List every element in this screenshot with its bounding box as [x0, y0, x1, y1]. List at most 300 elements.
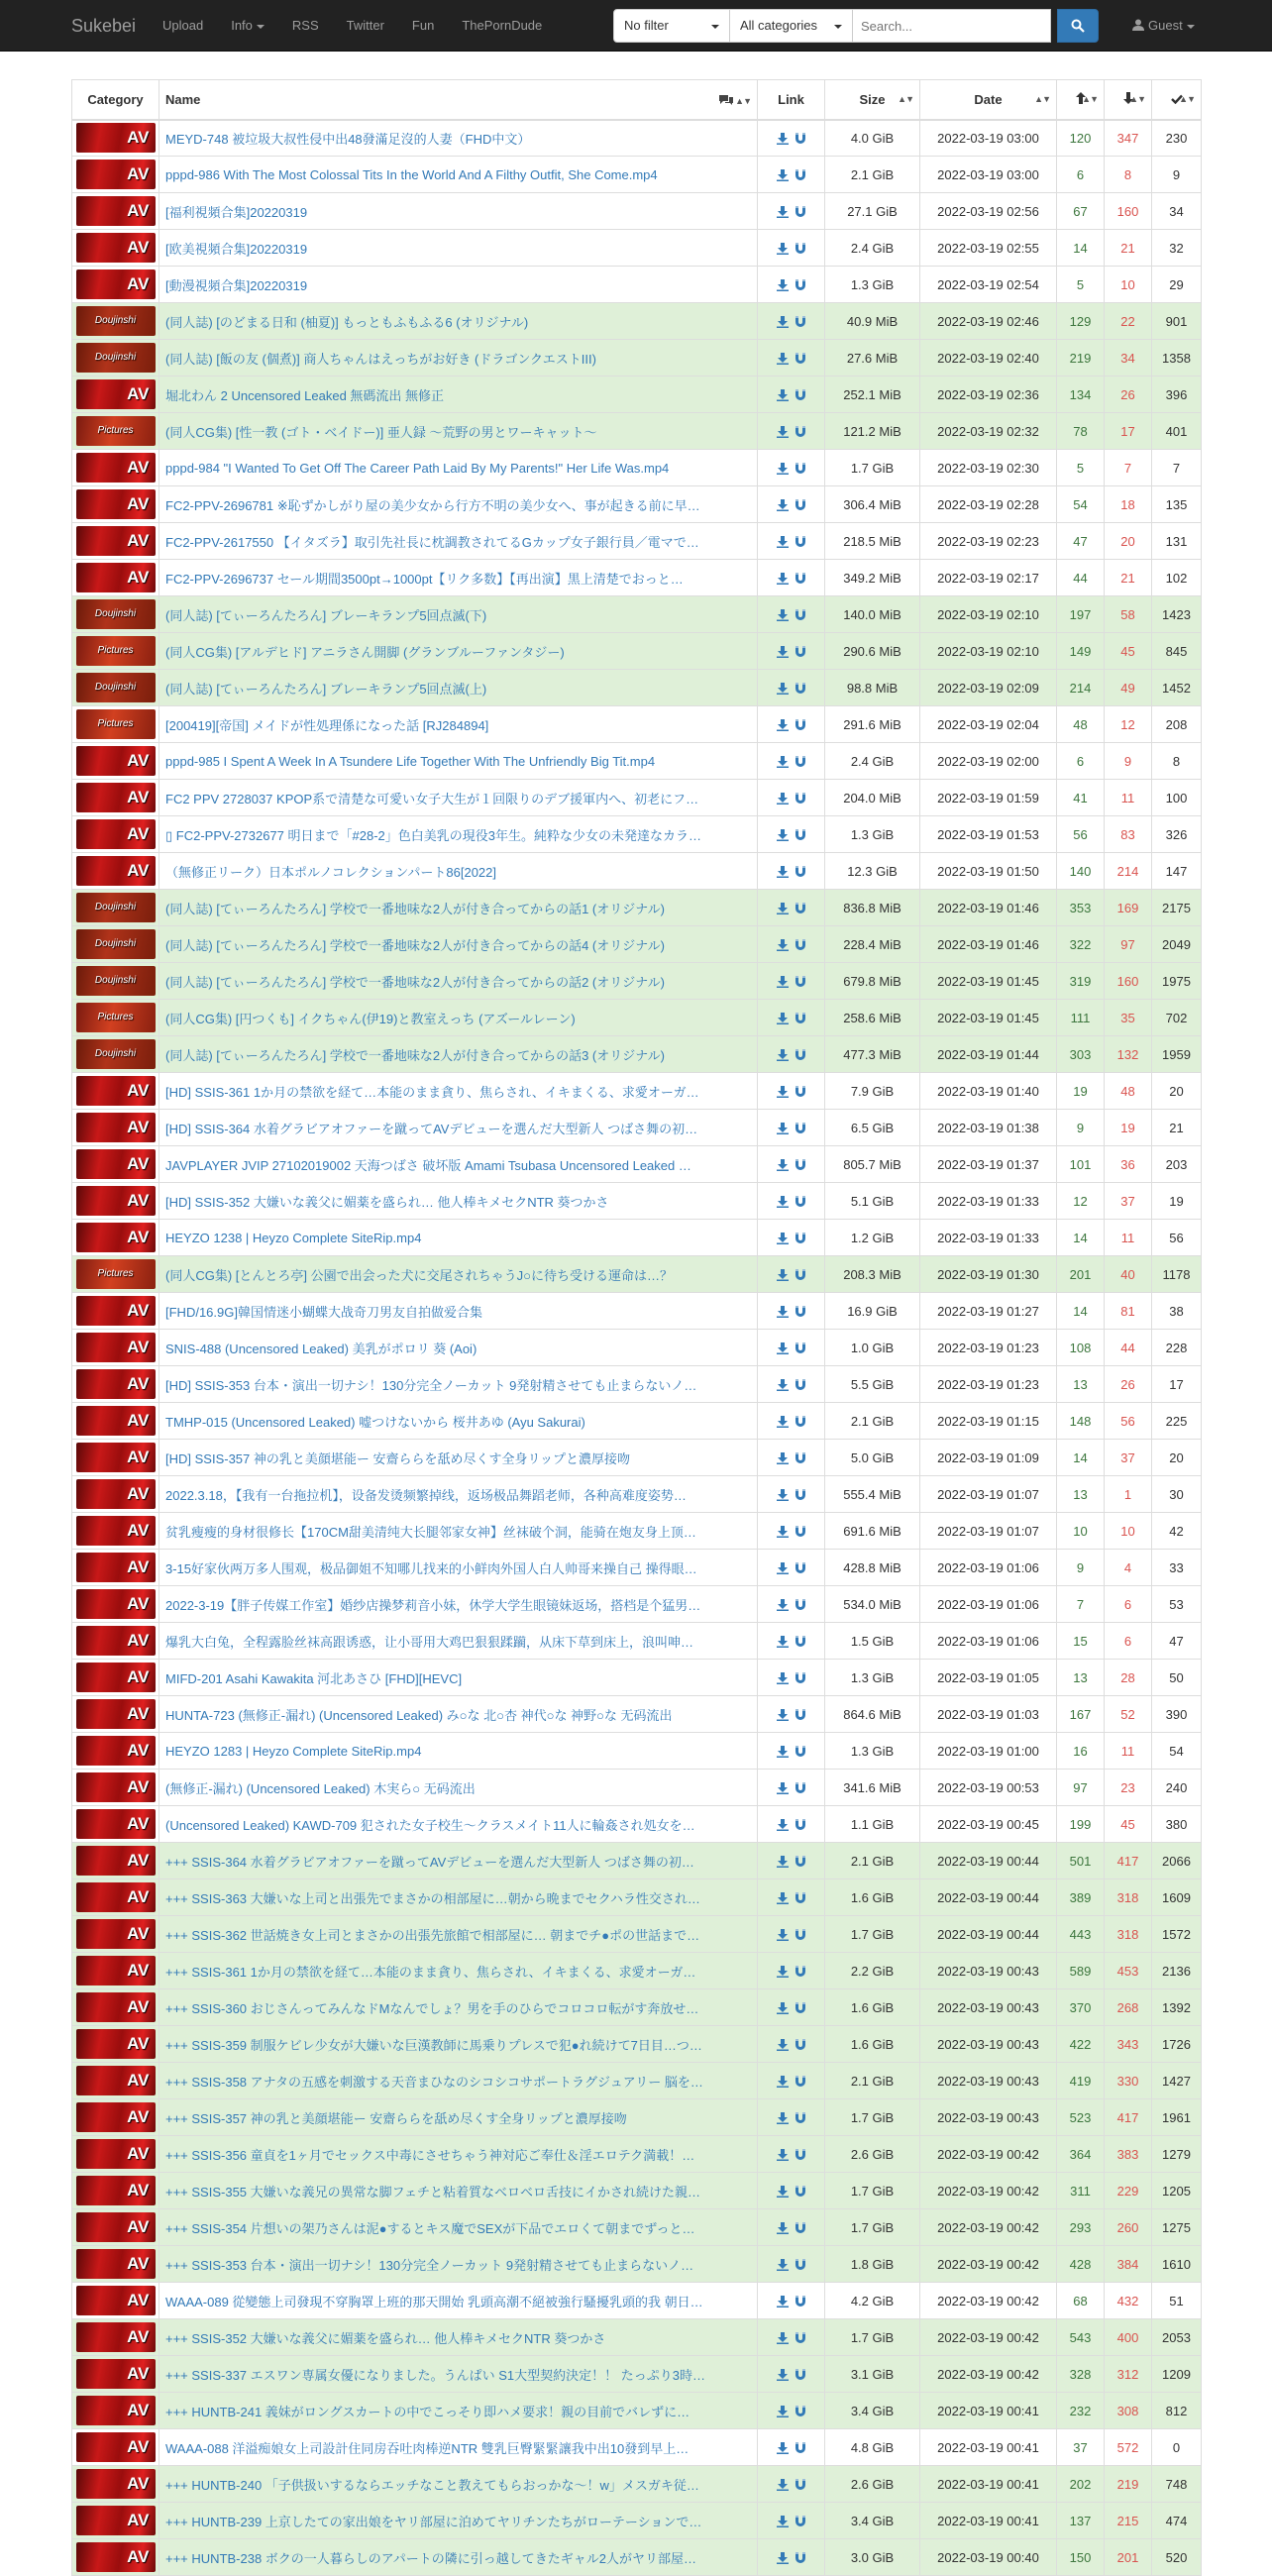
- category-badge-av[interactable]: [76, 1479, 156, 1509]
- download-link[interactable]: [774, 2110, 792, 2125]
- category-badge-av[interactable]: [76, 526, 156, 556]
- magnet-link[interactable]: [792, 1304, 809, 1319]
- download-link[interactable]: [774, 1231, 792, 1245]
- magnet-link[interactable]: [792, 2367, 809, 2382]
- cell-size: 2.6 GiB: [825, 2466, 920, 2503]
- torrent-link[interactable]: +++ SSIS-364 水着グラビアオファーを蹴ってAVデビューを選んだ大型新人 つばさ舞の初…: [165, 1854, 694, 1870]
- download-link[interactable]: [774, 167, 792, 182]
- torrent-link[interactable]: +++ SSIS-358 アナタの五感を刺激する天音まひなのシコシコサポートラグジュアリー 脳を…: [165, 2074, 703, 2090]
- download-link[interactable]: [774, 1047, 792, 1062]
- category-badge-av[interactable]: [76, 2506, 156, 2535]
- download-link[interactable]: [774, 461, 792, 476]
- download-link[interactable]: [774, 1304, 792, 1319]
- category-badge-av[interactable]: [76, 2432, 156, 2462]
- download-link[interactable]: [774, 497, 792, 512]
- torrent-link[interactable]: (同人CG集) [とんとろ亭] 公園で出会った犬に交尾されちゃうJ○に待ち受ける運命は…？: [165, 1267, 673, 1283]
- torrent-link[interactable]: [HD] SSIS-352 大嫌いな義父に媚薬を盛られ… 他人棒キメセクNTR 葵つかさ: [165, 1194, 609, 1210]
- category-badge-doujinshi[interactable]: [76, 893, 156, 922]
- magnet-link[interactable]: [792, 974, 809, 989]
- magnet-link[interactable]: [792, 424, 809, 439]
- header-size[interactable]: [825, 80, 920, 120]
- magnet-link[interactable]: [792, 1927, 809, 1942]
- torrent-link[interactable]: (同人誌) [のどまる日和 (柚夏)] もっともふもふる6 (オリジナル): [165, 314, 529, 330]
- download-link[interactable]: [774, 2440, 792, 2455]
- magnet-link[interactable]: [792, 2037, 809, 2052]
- download-link[interactable]: [774, 1817, 792, 1832]
- download-link[interactable]: [774, 1927, 792, 1942]
- sort-comments[interactable]: ▲▼: [718, 94, 751, 106]
- magnet-link[interactable]: [792, 1890, 809, 1905]
- header-leechers[interactable]: [1105, 80, 1152, 120]
- cell-leechers: 11: [1105, 780, 1152, 816]
- magnet-link[interactable]: [792, 1854, 809, 1869]
- magnet-link[interactable]: [792, 277, 809, 292]
- magnet-link[interactable]: [792, 2404, 809, 2418]
- torrent-link[interactable]: 贫乳瘦瘦的身材很修长【170CM甜美清纯大长腿邻家女神】丝袜破个洞，能骑在炮友身上顶…: [165, 1524, 696, 1540]
- torrent-link[interactable]: [動漫視頻合集]20220319: [165, 277, 308, 293]
- magnet-link[interactable]: [792, 1634, 809, 1649]
- magnet-link[interactable]: [792, 1670, 809, 1685]
- torrent-link[interactable]: +++ SSIS-356 童貞を1ヶ月でセックス中毒にさせちゃう神対応ご奉仕＆淫エロテク満載！…: [165, 2147, 695, 2163]
- magnet-link[interactable]: [792, 314, 809, 329]
- category-badge-pictures[interactable]: [76, 636, 156, 666]
- category-badge-av[interactable]: [76, 2029, 156, 2059]
- header-completed[interactable]: [1152, 80, 1202, 120]
- category-badge-av[interactable]: [76, 1186, 156, 1216]
- torrent-link[interactable]: (同人CG集) [円つくも] イクちゃん(伊19)と教室えっち (アズールレーン): [165, 1011, 576, 1026]
- magnet-link[interactable]: [792, 644, 809, 659]
- cell-seeders: 422: [1057, 2026, 1105, 2063]
- torrent-link[interactable]: FC2-PPV-2696737 セール期間3500pt→1000pt【リク多数】【再出演】黒上清楚でおっと…: [165, 571, 684, 587]
- magnet-link[interactable]: [792, 2184, 809, 2199]
- magnet-link[interactable]: [792, 2220, 809, 2235]
- magnet-link[interactable]: [792, 864, 809, 879]
- torrent-link[interactable]: (同人誌) [てぃーろんたろん] ブレーキランプ5回点滅(上): [165, 681, 487, 697]
- category-badge-doujinshi[interactable]: [76, 343, 156, 373]
- torrent-link[interactable]: FC2-PPV-2696781 ※恥ずかしがり屋の美少女から行方不明の美少女へ、事が起きる前に早…: [165, 497, 700, 513]
- cell-date: 2022-03-19 00:43: [920, 2063, 1057, 2099]
- download-link[interactable]: [774, 2404, 792, 2418]
- magnet-link[interactable]: [792, 1560, 809, 1575]
- download-link[interactable]: [774, 1744, 792, 1759]
- filter-select[interactable]: [613, 9, 730, 43]
- torrent-link[interactable]: +++ SSIS-362 世話焼き女上司とまさかの出張先旅館で相部屋に… 朝までチ●ポの世話まで…: [165, 1927, 700, 1943]
- download-link[interactable]: [774, 2330, 792, 2345]
- header-seeders[interactable]: [1057, 80, 1105, 120]
- category-badge-av[interactable]: [76, 489, 156, 519]
- magnet-link[interactable]: [792, 387, 809, 402]
- download-link[interactable]: [774, 1084, 792, 1099]
- magnet-link[interactable]: [792, 607, 809, 622]
- brand-logo[interactable]: Sukebei: [71, 16, 137, 36]
- torrent-link[interactable]: HEYZO 1238 | Heyzo Complete SiteRip.mp4: [165, 1230, 422, 1245]
- magnet-link[interactable]: [792, 791, 809, 805]
- search-input[interactable]: [853, 9, 1051, 43]
- torrent-link[interactable]: [FHD/16.9G]韓国情迷小蝴蝶大战奇刀男友自拍做爱合集: [165, 1304, 482, 1320]
- download-link[interactable]: [774, 901, 792, 915]
- nav-theporndude[interactable]: ThePornDude: [462, 18, 543, 33]
- category-badge-doujinshi[interactable]: [76, 1039, 156, 1069]
- magnet-link[interactable]: [792, 1450, 809, 1465]
- torrent-link[interactable]: (無修正-漏れ) (Uncensored Leaked) 木実ら○ 无码流出: [165, 1780, 476, 1796]
- magnet-link[interactable]: [792, 241, 809, 256]
- download-link[interactable]: [774, 644, 792, 659]
- torrent-link[interactable]: MEYD-748 被垃圾大叔性侵中出48發滿足沒的人妻（FHD中文）: [165, 131, 531, 147]
- magnet-link[interactable]: [792, 2110, 809, 2125]
- download-link[interactable]: [774, 2550, 792, 2565]
- torrent-link[interactable]: +++ HUNTB-241 義妹がロングスカートの中でこっそり即ハメ要求！親の目前でバレずに…: [165, 2404, 690, 2419]
- torrent-link[interactable]: +++ SSIS-360 おじさんってみんなドMなんでしょ？男を手のひらでコロコロ転がす奔放せ…: [165, 2000, 699, 2016]
- category-badge-av[interactable]: [76, 1699, 156, 1729]
- torrent-link[interactable]: +++ SSIS-337 エスワン専属女優になりました。うんぱい S1大型契約決定！！ たっぷり3時…: [165, 2367, 705, 2383]
- magnet-link[interactable]: [792, 901, 809, 915]
- download-link[interactable]: [774, 864, 792, 879]
- magnet-link[interactable]: [792, 167, 809, 182]
- torrent-link[interactable]: [HD] SSIS-357 神の乳と美顔堪能ー 安齋ららを舐め尽くす全身リップと濃厚接吻: [165, 1450, 630, 1466]
- cell-leechers: 40: [1105, 1256, 1152, 1293]
- category-badge-av[interactable]: [76, 1149, 156, 1179]
- download-link[interactable]: [774, 2477, 792, 2492]
- category-badge-av[interactable]: [76, 123, 156, 153]
- category-badge-av[interactable]: [76, 233, 156, 263]
- torrent-link[interactable]: 3-15好家伙两万多人围观，极品御姐不知哪儿找来的小鲜肉外国人白人帅哥来操自己 操得眼…: [165, 1560, 697, 1576]
- download-link[interactable]: [774, 1267, 792, 1282]
- torrent-link[interactable]: (同人誌) [てぃーろんたろん] 学校で一番地味な2人が付き合ってからの話3 (オリジナル): [165, 1047, 665, 1063]
- magnet-link[interactable]: [792, 2477, 809, 2492]
- magnet-link[interactable]: [792, 497, 809, 512]
- category-badge-av[interactable]: [76, 160, 156, 189]
- search-button[interactable]: [1057, 9, 1099, 43]
- magnet-link[interactable]: [792, 1414, 809, 1429]
- download-link[interactable]: [774, 717, 792, 732]
- magnet-link[interactable]: [792, 2000, 809, 2015]
- torrent-link[interactable]: (同人誌) [飯の友 (個煮)] 商人ちゃんはえっちがお好き (ドラゴンクエストIII): [165, 351, 596, 367]
- magnet-link[interactable]: [792, 1817, 809, 1832]
- download-link[interactable]: [774, 424, 792, 439]
- magnet-link[interactable]: [792, 1744, 809, 1759]
- category-badge-doujinshi[interactable]: [76, 929, 156, 959]
- category-badge-av[interactable]: [76, 856, 156, 886]
- torrent-link[interactable]: +++ SSIS-361 1か月の禁欲を経て…本能のまま貪り、焦らされ、イキまくる、求愛オーガ…: [165, 1964, 696, 1980]
- category-badge-av[interactable]: [76, 2249, 156, 2279]
- category-badge-av[interactable]: [76, 2212, 156, 2242]
- torrent-link[interactable]: HEYZO 1283 | Heyzo Complete SiteRip.mp4: [165, 1743, 422, 1759]
- download-link[interactable]: [774, 1670, 792, 1685]
- category-select[interactable]: [730, 9, 853, 43]
- torrent-link[interactable]: ▯ FC2-PPV-2732677 明日まで「#28-2」色白美乳の現役3年生。純粋な少女の未発達なカラ…: [165, 827, 701, 843]
- torrent-link[interactable]: （無修正リーク）日本ポルノコレクションパート86[2022]: [165, 864, 497, 880]
- magnet-link[interactable]: [792, 1524, 809, 1539]
- category-badge-av[interactable]: [76, 1516, 156, 1546]
- download-link[interactable]: [774, 1414, 792, 1429]
- download-link[interactable]: [774, 937, 792, 952]
- torrent-link[interactable]: +++ SSIS-354 片想いの架乃さんは泥●するとキス魔でSEXが下品でエロくて朝までずっと…: [165, 2220, 695, 2236]
- magnet-link[interactable]: [792, 1707, 809, 1722]
- download-link[interactable]: [774, 827, 792, 842]
- torrent-link[interactable]: +++ SSIS-353 台本・演出一切ナシ！130分完全ノーカット 9発射精させても止まらないノ…: [165, 2257, 694, 2273]
- category-badge-av[interactable]: [76, 2396, 156, 2425]
- category-badge-av[interactable]: [76, 2359, 156, 2389]
- magnet-link[interactable]: [792, 1084, 809, 1099]
- magnet-link[interactable]: [792, 351, 809, 366]
- download-link[interactable]: [774, 607, 792, 622]
- magnet-link[interactable]: [792, 681, 809, 696]
- download-link[interactable]: [774, 1780, 792, 1795]
- magnet-link[interactable]: [792, 1377, 809, 1392]
- download-link[interactable]: [774, 2514, 792, 2528]
- download-link[interactable]: [774, 351, 792, 366]
- torrent-link[interactable]: (同人CG集) [性一教 (ゴト・ベイドー)] 亜人録 ～荒野の男とワーキャット～: [165, 424, 597, 440]
- download-link[interactable]: [774, 1560, 792, 1575]
- category-badge-av[interactable]: [76, 1882, 156, 1912]
- download-link[interactable]: [774, 2220, 792, 2235]
- category-badge-av[interactable]: [76, 2102, 156, 2132]
- download-link[interactable]: [774, 2294, 792, 2308]
- nav-info-dropdown[interactable]: [217, 0, 278, 52]
- download-link[interactable]: [774, 754, 792, 769]
- category-badge-av[interactable]: [76, 783, 156, 812]
- category-badge-av[interactable]: [76, 1113, 156, 1142]
- category-badge-av[interactable]: [76, 196, 156, 226]
- download-link[interactable]: [774, 1450, 792, 1465]
- category-badge-av[interactable]: [76, 1296, 156, 1326]
- magnet-link[interactable]: [792, 1780, 809, 1795]
- torrent-link[interactable]: +++ HUNTB-240 「子供扱いするならエッチなこと教えてもらおっかな～！w」メスガキ従…: [165, 2477, 699, 2493]
- magnet-link[interactable]: [792, 2514, 809, 2528]
- download-link[interactable]: [774, 1524, 792, 1539]
- category-badge-av[interactable]: [76, 1406, 156, 1436]
- torrent-link[interactable]: [欧美視頻合集]20220319: [165, 241, 308, 257]
- torrent-link[interactable]: +++ SSIS-355 大嫌いな義兄の異常な脚フェチと粘着質なベロベロ舌技にイかされ続けた親…: [165, 2184, 700, 2200]
- magnet-link[interactable]: [792, 2550, 809, 2565]
- download-link[interactable]: [774, 241, 792, 256]
- torrent-link[interactable]: +++ HUNTB-239 上京したての家出娘をヤリ部屋に泊めてヤリチンたちがローテーションで…: [165, 2514, 702, 2529]
- download-link[interactable]: [774, 2257, 792, 2272]
- torrent-link[interactable]: +++ SSIS-357 神の乳と美顔堪能ー 安齋ららを舐め尽くす全身リップと濃厚接吻: [165, 2110, 627, 2126]
- download-link[interactable]: [774, 387, 792, 402]
- download-link[interactable]: [774, 534, 792, 549]
- category-badge-av[interactable]: [76, 1333, 156, 1362]
- category-badge-av[interactable]: [76, 1369, 156, 1399]
- magnet-link[interactable]: [792, 2074, 809, 2089]
- magnet-link[interactable]: [792, 204, 809, 219]
- torrent-link[interactable]: [HD] SSIS-361 1か月の禁欲を経て…本能のまま貪り、焦らされ、イキまくる、求愛オーガ…: [165, 1084, 699, 1100]
- magnet-link[interactable]: [792, 1964, 809, 1979]
- category-badge-av[interactable]: [76, 2286, 156, 2315]
- header-name[interactable]: [159, 80, 758, 120]
- torrent-link[interactable]: +++ SSIS-363 大嫌いな上司と出張先でまさかの相部屋に…朝から晩までセクハラ性交され…: [165, 1890, 700, 1906]
- magnet-link[interactable]: [792, 1487, 809, 1502]
- nav-rss[interactable]: RSS: [291, 18, 319, 33]
- magnet-link[interactable]: [792, 1157, 809, 1172]
- category-badge-av[interactable]: [76, 1663, 156, 1692]
- torrent-link[interactable]: 爆乳大白兔，全程露脸丝袜高跟诱惑，让小哥用大鸡巴狠狠蹂躏，从床下草到床上，浪叫呻…: [165, 1634, 694, 1650]
- magnet-link[interactable]: [792, 717, 809, 732]
- torrent-link[interactable]: (Uncensored Leaked) KAWD-709 犯された女子校生～クラスメイト11人に輪姦され処女を…: [165, 1817, 695, 1833]
- category-badge-doujinshi[interactable]: [76, 306, 156, 336]
- magnet-link[interactable]: [792, 827, 809, 842]
- torrent-link[interactable]: MIFD-201 Asahi Kawakita 河北あさひ [FHD][HEVC]: [165, 1670, 463, 1686]
- download-link[interactable]: [774, 681, 792, 696]
- torrent-link[interactable]: [HD] SSIS-364 水着グラビアオファーを蹴ってAVデビューを選んだ大型新人 つばさ舞の初…: [165, 1121, 698, 1136]
- category-badge-av[interactable]: [76, 1846, 156, 1876]
- download-link[interactable]: [774, 314, 792, 329]
- torrent-link[interactable]: (同人誌) [てぃーろんたろん] 学校で一番地味な2人が付き合ってからの話1 (オリジナル): [165, 901, 665, 916]
- torrent-link[interactable]: (同人誌) [てぃーろんたろん] 学校で一番地味な2人が付き合ってからの話2 (オリジナル): [165, 974, 665, 990]
- magnet-link[interactable]: [792, 2147, 809, 2162]
- category-badge-av[interactable]: [76, 269, 156, 299]
- download-link[interactable]: [774, 1121, 792, 1135]
- torrent-link[interactable]: FC2-PPV-2617550 【イタズラ】取引先社長に枕調教されてるGカップ女子銀行員／電マで…: [165, 534, 699, 550]
- torrent-link[interactable]: (同人誌) [てぃーろんたろん] ブレーキランプ5回点滅(下): [165, 607, 487, 623]
- header-category[interactable]: Category: [72, 80, 159, 120]
- magnet-link[interactable]: [792, 1267, 809, 1282]
- download-link[interactable]: [774, 2184, 792, 2199]
- magnet-link[interactable]: [792, 2294, 809, 2308]
- magnet-link[interactable]: [792, 937, 809, 952]
- torrent-link[interactable]: [HD] SSIS-353 台本・演出一切ナシ！130分完全ノーカット 9発射精させても止まらないノ…: [165, 1377, 697, 1393]
- category-badge-doujinshi[interactable]: [76, 599, 156, 629]
- header-date[interactable]: [920, 80, 1057, 120]
- category-badge-av[interactable]: [76, 1736, 156, 1766]
- torrent-link[interactable]: SNIS-488 (Uncensored Leaked) 美乳がポロリ 葵 (Aoi): [165, 1341, 477, 1356]
- torrent-link[interactable]: pppd-984 "I Wanted To Get Off The Career Path Laid By My Parents!" Her Life Was.mp4: [165, 460, 670, 476]
- category-badge-av[interactable]: [76, 1589, 156, 1619]
- category-badge-av[interactable]: [76, 1076, 156, 1106]
- category-badge-av[interactable]: [76, 1223, 156, 1252]
- magnet-link[interactable]: [792, 534, 809, 549]
- torrent-link[interactable]: +++ SSIS-359 制服ケビレ少女が大嫌いな巨漢教師に馬乗りプレスで犯●れ続けて7日目…つ…: [165, 2037, 702, 2053]
- cell-size: 349.2 MiB: [825, 560, 920, 596]
- category-badge-av[interactable]: [76, 453, 156, 483]
- download-link[interactable]: [774, 1597, 792, 1612]
- torrent-link[interactable]: WAAA-089 從變態上司發現不穿胸罩上班的那天開始 乳頭高潮不絕被強行騷擾乳頭的我 朝日…: [165, 2294, 703, 2309]
- download-link[interactable]: [774, 1854, 792, 1869]
- cell-size: 836.8 MiB: [825, 890, 920, 926]
- download-link[interactable]: [774, 1157, 792, 1172]
- download-link[interactable]: [774, 1634, 792, 1649]
- category-badge-av[interactable]: [76, 1992, 156, 2022]
- magnet-link[interactable]: [792, 1047, 809, 1062]
- cell-name: [159, 926, 758, 963]
- download-link[interactable]: [774, 1194, 792, 1209]
- category-badge-pictures[interactable]: [76, 709, 156, 739]
- category-badge-pictures[interactable]: [76, 416, 156, 446]
- category-badge-av[interactable]: [76, 1809, 156, 1839]
- download-link[interactable]: [774, 974, 792, 989]
- download-link[interactable]: [774, 1011, 792, 1025]
- torrent-link[interactable]: FC2 PPV 2728037 KPOP系で清楚な可愛い女子大生が１回限りのデブ援軍内へ、初老にフ…: [165, 791, 699, 806]
- nav-twitter[interactable]: Twitter: [346, 18, 384, 33]
- torrent-link[interactable]: +++ SSIS-352 大嫌いな義父に媚薬を盛られ… 他人棒キメセクNTR 葵つかさ: [165, 2330, 606, 2346]
- category-badge-av[interactable]: [76, 819, 156, 849]
- torrent-link[interactable]: 2022.3.18，【我有一台拖拉机】，设备发烫频繁掉线，返场极品舞蹈老师，各种高难度姿势…: [165, 1487, 687, 1503]
- category-badge-av[interactable]: [76, 1772, 156, 1802]
- download-link[interactable]: [774, 2000, 792, 2015]
- torrent-link[interactable]: +++ HUNTB-238 ボクの一人暮らしのアパートの隣に引っ越してきたギャル2人がヤリ部屋…: [165, 2550, 696, 2566]
- download-icon: [777, 426, 789, 438]
- table-row: [72, 1293, 1202, 1330]
- download-link[interactable]: [774, 1964, 792, 1979]
- magnet-link[interactable]: [792, 2440, 809, 2455]
- magnet-link[interactable]: [792, 571, 809, 586]
- download-link[interactable]: [774, 1341, 792, 1355]
- magnet-link[interactable]: [792, 1194, 809, 1209]
- download-link[interactable]: [774, 2037, 792, 2052]
- category-badge-av[interactable]: [76, 2469, 156, 2499]
- magnet-link[interactable]: [792, 2330, 809, 2345]
- magnet-link[interactable]: [792, 1341, 809, 1355]
- magnet-link[interactable]: [792, 1231, 809, 1245]
- category-badge-av[interactable]: [76, 563, 156, 592]
- category-badge-av[interactable]: [76, 1956, 156, 1986]
- magnet-link[interactable]: [792, 754, 809, 769]
- download-link[interactable]: [774, 131, 792, 146]
- category-badge-av[interactable]: [76, 2542, 156, 2572]
- magnet-link[interactable]: [792, 461, 809, 476]
- download-link[interactable]: [774, 204, 792, 219]
- magnet-link[interactable]: [792, 1121, 809, 1135]
- category-badge-av[interactable]: [76, 2139, 156, 2169]
- cell-links: [758, 1293, 825, 1330]
- download-link[interactable]: [774, 277, 792, 292]
- torrent-link[interactable]: pppd-986 With The Most Colossal Tits In the World And A Filthy Outfit, She Come.mp4: [165, 166, 658, 182]
- torrent-link[interactable]: (同人CG集) [アルデヒド] アニラさん開脚 (グランブルーファンタジー): [165, 644, 565, 660]
- category-badge-doujinshi[interactable]: [76, 966, 156, 996]
- user-menu[interactable]: [1132, 0, 1195, 52]
- category-badge-av[interactable]: [76, 1919, 156, 1949]
- category-badge-av[interactable]: [76, 1626, 156, 1656]
- download-link[interactable]: [774, 1377, 792, 1392]
- torrent-link[interactable]: HUNTA-723 (無修正-漏れ) (Uncensored Leaked) み○な 北○杏 神代○な 神野○な 无码流出: [165, 1707, 673, 1723]
- torrent-link[interactable]: 2022-3-19【胖子传媒工作室】婚纱店操梦莉音小妹，休学大学生眼镜妹返场，搭档是个猛男…: [165, 1597, 701, 1613]
- download-link[interactable]: [774, 1890, 792, 1905]
- download-link[interactable]: [774, 1707, 792, 1722]
- torrent-link[interactable]: [福利視頻合集]20220319: [165, 204, 308, 220]
- torrent-link[interactable]: pppd-985 I Spent A Week In A Tsundere Life Together With The Unfriendly Big Tit.mp4: [165, 753, 656, 769]
- torrent-link[interactable]: WAAA-088 洋溢痴娘女上司設計住同房吞吐肉棒逆NTR 雙乳巨臀緊緊讓我中出10發到早上…: [165, 2440, 689, 2456]
- magnet-link[interactable]: [792, 131, 809, 146]
- category-badge-av[interactable]: [76, 2176, 156, 2205]
- category-badge-pictures[interactable]: [76, 1003, 156, 1032]
- nav-fun[interactable]: Fun: [411, 18, 435, 33]
- category-badge-av[interactable]: [76, 1553, 156, 1582]
- category-badge-av[interactable]: [76, 2066, 156, 2095]
- category-badge-pictures[interactable]: [76, 1259, 156, 1289]
- download-link[interactable]: [774, 791, 792, 805]
- download-link[interactable]: [774, 2367, 792, 2382]
- download-link[interactable]: [774, 1487, 792, 1502]
- category-badge-av[interactable]: [76, 2322, 156, 2352]
- category-badge-av[interactable]: [76, 379, 156, 409]
- download-link[interactable]: [774, 2147, 792, 2162]
- magnet-link[interactable]: [792, 2257, 809, 2272]
- category-badge-av[interactable]: [76, 746, 156, 776]
- download-link[interactable]: [774, 571, 792, 586]
- category-badge-doujinshi[interactable]: [76, 673, 156, 702]
- download-icon: [777, 2332, 789, 2344]
- torrent-link[interactable]: JAVPLAYER JVIP 27102019002 天海つばさ 破坏版 Amami Tsubasa Uncensored Leaked …: [165, 1157, 691, 1173]
- category-badge-av[interactable]: [76, 1443, 156, 1472]
- torrent-link[interactable]: (同人誌) [てぃーろんたろん] 学校で一番地味な2人が付き合ってからの話4 (オリジナル): [165, 937, 665, 953]
- torrent-link[interactable]: [200419][帝国] メイドが性処理係になった話 [RJ284894]: [165, 717, 489, 733]
- torrent-link[interactable]: TMHP-015 (Uncensored Leaked) 嘘つけないから 桜井あゆ (Ayu Sakurai): [165, 1414, 585, 1430]
- nav-upload[interactable]: Upload: [162, 18, 204, 33]
- torrent-link[interactable]: 堀北わん 2 Uncensored Leaked 無碼流出 無修正: [165, 387, 445, 403]
- magnet-link[interactable]: [792, 1011, 809, 1025]
- magnet-link[interactable]: [792, 1597, 809, 1612]
- download-link[interactable]: [774, 2074, 792, 2089]
